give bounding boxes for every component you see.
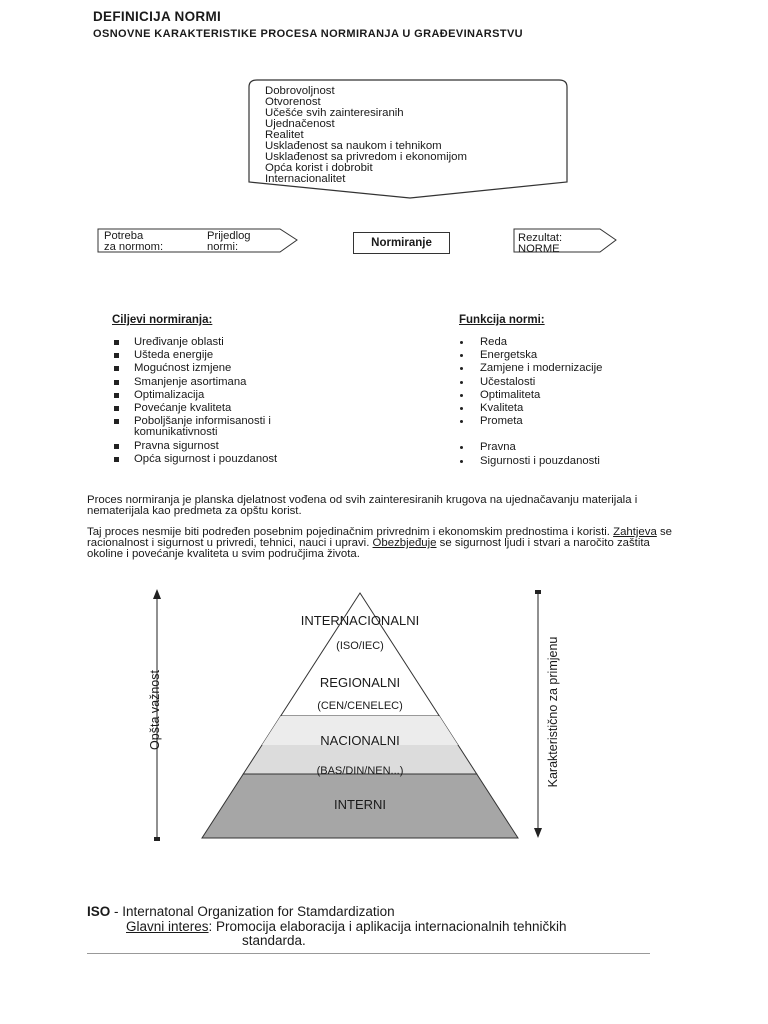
characteristics-list [265,86,467,185]
list-item: Ušteda energije [112,349,277,362]
level-international-sub: (ISO/IEC) [336,640,384,652]
iso-definition: ISO - Internatonal Organization for Stamdardization [87,904,395,919]
list-item: Pravna sigurnost [112,440,277,453]
characteristic-item: Učešće svih zainteresiranih [265,107,404,119]
characteristic-item: Usklađenost sa naukom i tehnikom [265,140,442,152]
list-item: Mogućnost izmjene [112,362,277,375]
list-item-continued: komunikativnosti [134,426,218,439]
list-item: Sigurnosti i pouzdanosti [458,455,602,468]
functions-list [458,336,602,468]
list-item: Smanjenje asortimana [112,376,277,389]
iso-interest: Glavni interes: Promocija elaboracija i aplikacija internacionalnih tehničkih standarda. [126,919,567,948]
pyramid-band-international [281,593,440,716]
characteristic-item: Realitet [265,129,304,141]
list-item: Kvaliteta [458,402,602,415]
footer-rule [87,953,650,954]
goals-list [112,336,277,467]
level-international: INTERNACIONALNI [300,613,420,628]
list-item: Opća sigurnost i pouzdanost [112,453,277,466]
characteristic-item: Dobrovoljnost [265,85,335,97]
list-item: Reda [458,336,602,349]
page-subtitle: OSNOVNE KARAKTERISTIKE PROCESA NORMIRANJA U GRAĐEVINARSTVU [93,28,524,40]
list-spacer [458,428,602,439]
list-item: Zamjene i modernizacije [458,362,602,375]
level-internal: INTERNI [334,797,386,812]
process-box: Normiranje [353,232,450,254]
characteristic-item: Otvorenost [265,96,321,108]
result-label: Rezultat: NORME [518,232,563,255]
list-item: Optimaliteta [458,389,602,402]
level-national-sub: (BAS/DIN/NEN...) [316,765,404,777]
level-national: NACIONALNI [320,733,400,748]
list-item: Povećanje kvaliteta [112,402,277,415]
need-label: Potreba za normom: [104,230,164,253]
left-axis-label-wrap [130,600,180,820]
right-axis-label-wrap [528,600,578,820]
functions-heading: Funkcija normi: [459,314,545,326]
list-item: Optimalizacija [112,389,277,402]
paragraph-requirements: Taj proces nesmije biti podređen posebnim pojedinačnim privrednim i ekonomskim prednostima i koristi. Zahtjeva se racionalnost i sigurnost u privredi, tehnici, nauci i upravi. Obezbjeđuje se sigurnost ljudi i stvari a naročito zaštita okoline i povećanje kvaliteta u svim područjima života. [87,526,673,560]
list-item: Energetska [458,349,602,362]
right-axis-label: Karakteristično za primjenu [546,636,560,788]
characteristic-item: Internacionalitet [265,173,346,185]
left-axis-label: Opšta važnost [148,670,162,750]
level-regional: REGIONALNI [319,675,401,690]
goals-heading: Ciljevi normiranja: [112,314,213,326]
proposal-label: Prijedlog normi: [207,230,251,253]
level-regional-sub: (CEN/CENELEC) [317,700,403,712]
list-item: Uređivanje oblasti [112,336,277,349]
page-title: DEFINICIJA NORMI [93,9,222,24]
list-item: Poboljšanje informisanosti i [112,415,277,427]
list-item: Prometa [458,415,602,428]
list-item: Pravna [458,441,602,454]
characteristic-item: Opća korist i dobrobit [265,162,373,174]
list-item: Učestalosti [458,376,602,389]
paragraph-process: Proces normiranja je planska djelatnost vođena od svih zainteresiranih krugova na ujednačavanju materijala i nematerijala kao predmeta za opštu korist. [87,494,638,517]
characteristic-item: Ujednačenost [265,118,335,130]
characteristic-item: Usklađenost sa privredom i ekonomijom [265,151,467,163]
